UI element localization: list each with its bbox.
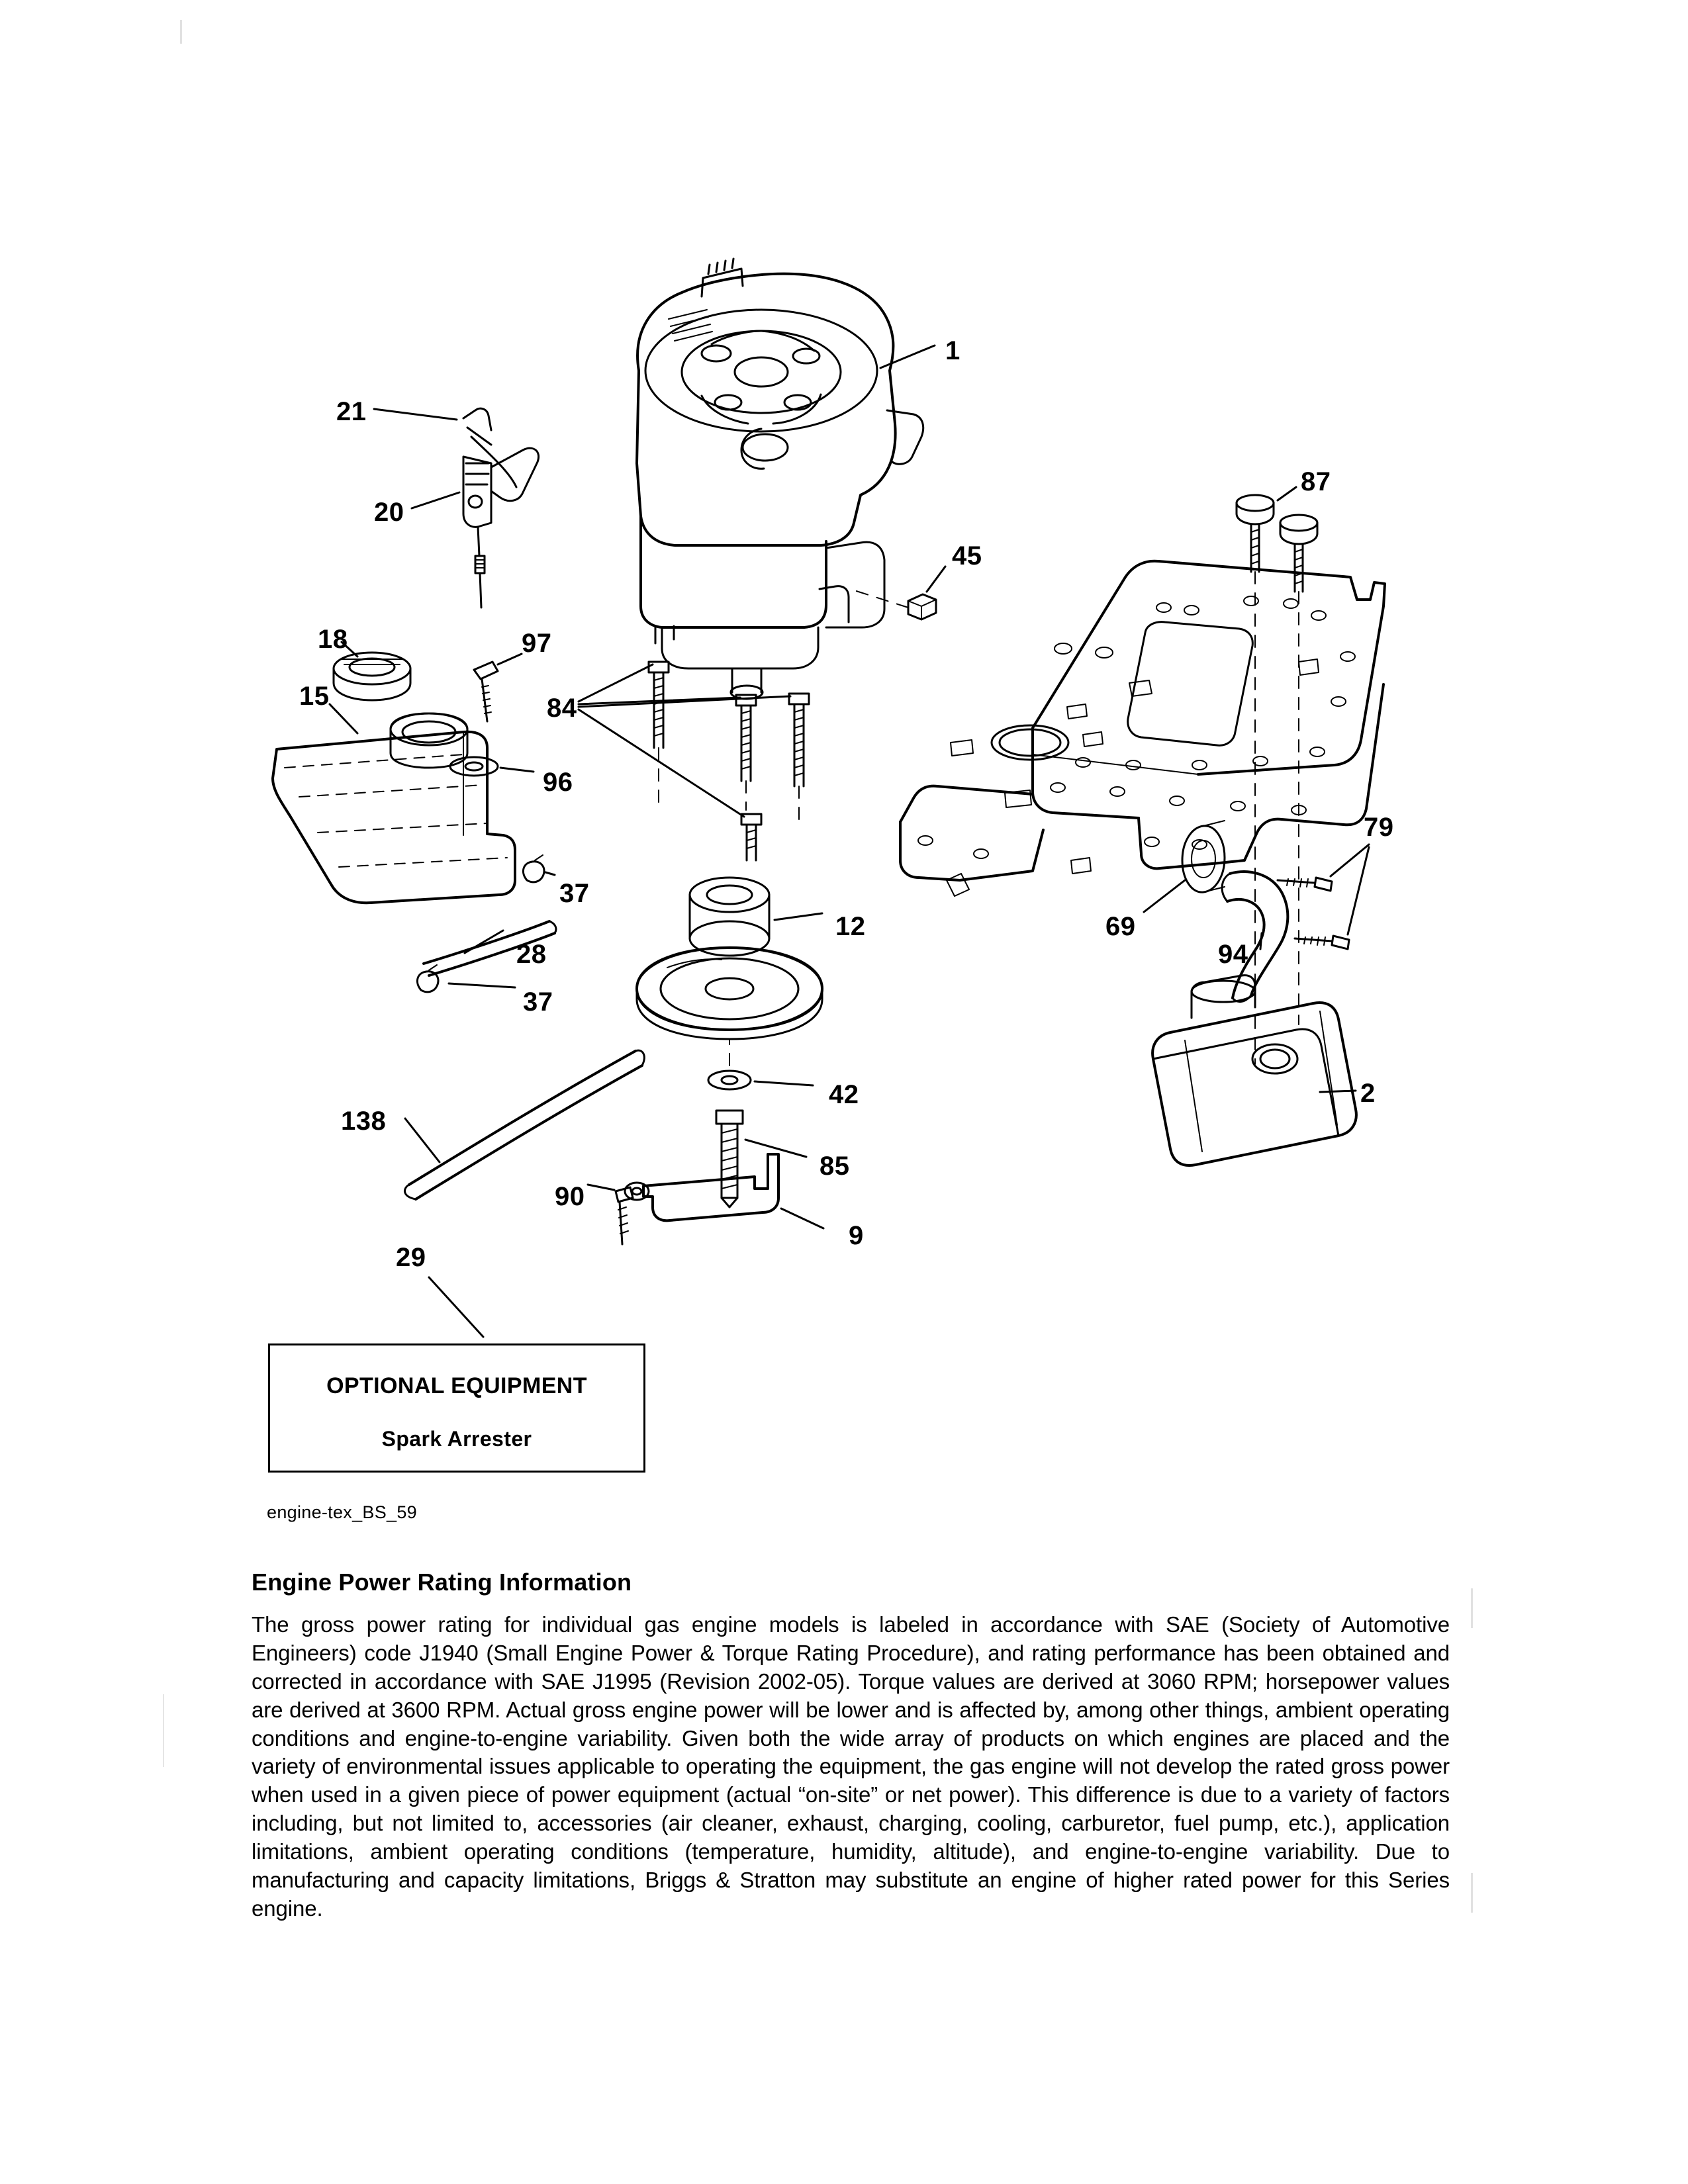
screw-87-b [1280, 515, 1317, 592]
callout-1: 1 [945, 336, 961, 365]
throttle-control-assembly [463, 408, 539, 608]
callout-45: 45 [952, 541, 982, 570]
callout-37-upper: 37 [559, 879, 590, 908]
optional-equipment-title: OPTIONAL EQUIPMENT [326, 1373, 587, 1398]
callout-29: 29 [396, 1243, 426, 1272]
callout-42: 42 [829, 1080, 859, 1109]
callout-84: 84 [547, 694, 577, 723]
callout-21: 21 [336, 397, 367, 426]
scan-artifact-left [180, 20, 182, 44]
engine-power-heading: Engine Power Rating Information [252, 1569, 632, 1596]
nut-45 [908, 594, 936, 619]
callout-37-lower: 37 [523, 987, 553, 1017]
callout-28: 28 [516, 940, 547, 969]
hose-clamp-lower [417, 965, 438, 992]
bolts-84 [649, 662, 809, 860]
callout-85: 85 [820, 1152, 850, 1181]
fuel-tank [273, 713, 515, 903]
frame-plate [900, 561, 1385, 896]
callout-96: 96 [543, 768, 573, 797]
callout-20: 20 [374, 498, 404, 527]
callout-69: 69 [1105, 912, 1136, 941]
callout-15: 15 [299, 682, 330, 711]
callout-9: 9 [849, 1221, 864, 1250]
pulley-12 [637, 878, 822, 1039]
optional-equipment-item: Spark Arrester [381, 1427, 532, 1451]
bolt-85 [716, 1111, 743, 1207]
scan-artifact-margin [163, 1694, 164, 1767]
callout-12: 12 [835, 912, 866, 941]
figure-code: engine-tex_BS_59 [267, 1502, 417, 1522]
callout-18: 18 [318, 625, 348, 654]
callout-90: 90 [555, 1182, 585, 1211]
scan-artifact-right [1471, 1588, 1473, 1628]
callout-87: 87 [1301, 467, 1331, 496]
washer-42 [708, 1071, 751, 1089]
bracket-9 [625, 1154, 778, 1220]
callout-94: 94 [1218, 940, 1248, 969]
gasket-69 [1182, 821, 1225, 892]
screw-90 [616, 1187, 633, 1244]
fuel-cap [334, 653, 410, 700]
washer-96 [450, 757, 498, 776]
callout-79: 79 [1364, 813, 1394, 842]
muffler-2 [1152, 976, 1356, 1165]
hose-138 [404, 1050, 644, 1199]
screw-97 [474, 662, 498, 721]
engine-power-rating-section [252, 1569, 1450, 1923]
screw-87-a [1237, 495, 1274, 572]
engine-assembly [637, 259, 923, 699]
callout-97: 97 [522, 629, 552, 658]
engine-power-body: The gross power rating for individual gas engine models is labeled in accordance with SAE (Society of Automotive Engineers) code J1940 (Small Engine Power & Torque Rating Procedure), and rating performance has been obtained and corrected in accordance with SAE J1995 (Revision 2002-05). Torque values are derived at 3060 RPM; horsepower values are derived at 3600 RPM. Actual gross engine power will be lower and is affected by, among other things, ambient operating conditions and engine-to-engine variability. Given both the wide array of products on which engines are placed and the variety of environmental issues applicable to operating the equipment, the gas engine will not develop the rated gross power when used in a given piece of power equipment (actual “on-site” or net power). This difference is due to a variety of factors including, but not limited to, accessories (air cleaner, exhaust, charging, cooling, carburetor, fuel pump, etc.), application limitations, ambient operating conditions (temperature, humidity, altitude), and engine-to-engine variability. Due to manufacturing and capacity limitations, Briggs & Stratton may substitute an engine of higher rated power for this Series engine. [252, 1612, 1450, 1921]
hose-clamp-upper [523, 855, 544, 882]
callout-138: 138 [341, 1107, 387, 1136]
optional-equipment-box [268, 1343, 645, 1473]
callout-2: 2 [1360, 1079, 1376, 1108]
scan-artifact-right-2 [1471, 1873, 1473, 1913]
